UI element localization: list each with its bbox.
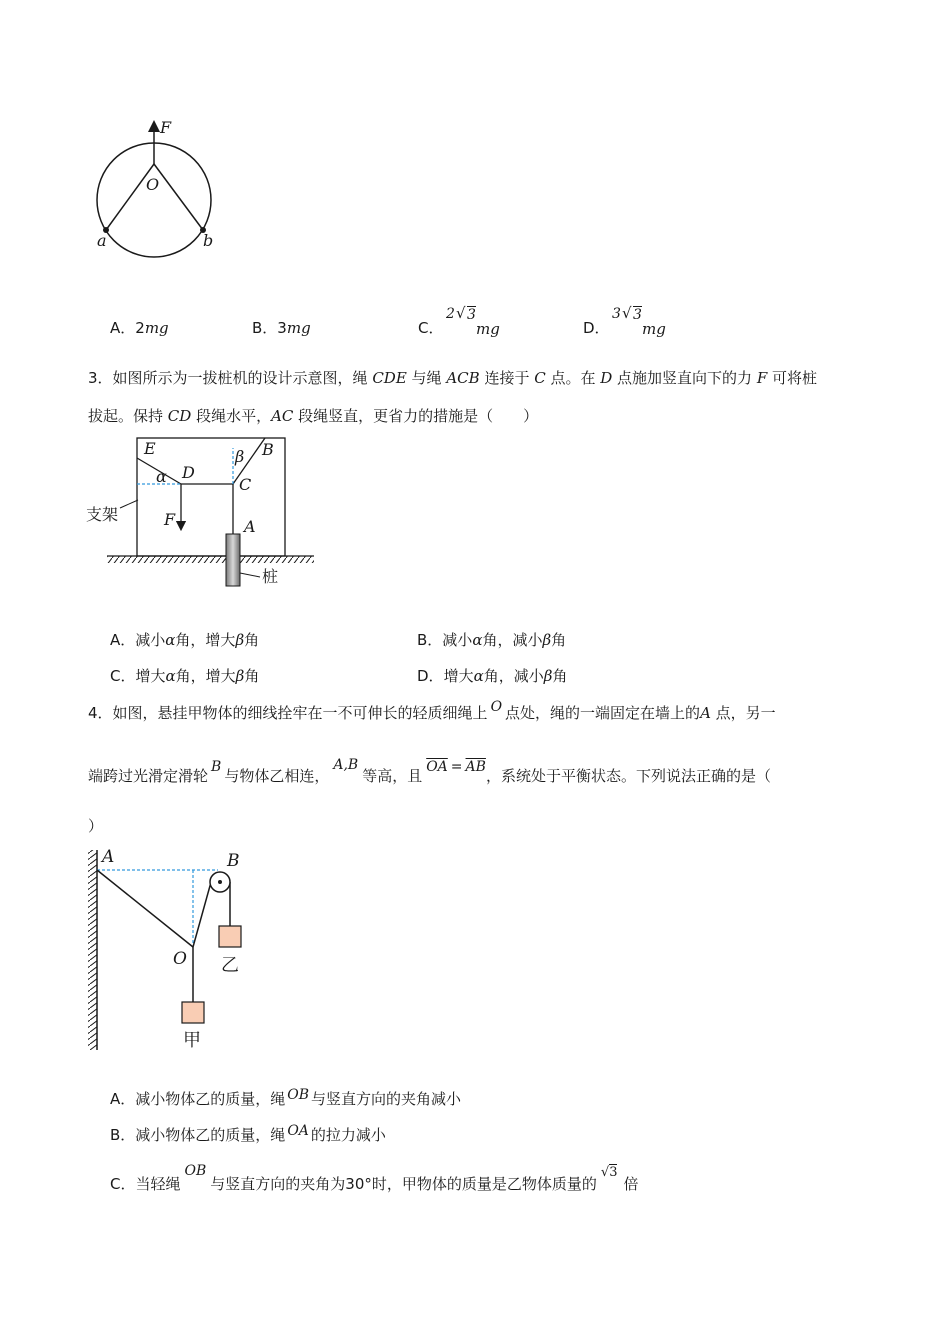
q2-option-d[interactable]: D． bbox=[583, 319, 610, 337]
label-e: E bbox=[144, 439, 156, 458]
sqrt-icon: √ bbox=[456, 304, 466, 322]
q3-option-d[interactable]: D．增大α角，减小β角 bbox=[417, 667, 568, 685]
q3-figure bbox=[82, 430, 322, 595]
mass-yi bbox=[219, 926, 241, 947]
q3-stem-line2: 拔起。保持 CD 段绳水平，AC 段绳竖直，更省力的措施是（ ） bbox=[88, 407, 539, 425]
q4-option-b[interactable]: B．减小物体乙的质量，绳 OA 的拉力减小 bbox=[110, 1123, 386, 1144]
rope-ob bbox=[154, 164, 203, 230]
label-b: B bbox=[262, 440, 274, 459]
q2-option-d-value: 3 √ 3 mg bbox=[612, 304, 666, 338]
label-o: O bbox=[173, 949, 187, 969]
q4-figure bbox=[82, 840, 262, 1055]
label-a: A bbox=[244, 517, 256, 536]
q3-option-b[interactable]: B．减小α角，减小β角 bbox=[417, 631, 567, 649]
rope-oa bbox=[106, 164, 154, 230]
label-a: A bbox=[102, 847, 115, 867]
label-beta: β bbox=[235, 447, 245, 466]
q2-option-c[interactable]: C． bbox=[418, 319, 444, 337]
mass-jia bbox=[182, 1002, 204, 1023]
rope-ao bbox=[97, 870, 193, 947]
q3-option-a[interactable]: A．减小α角，增大β角 bbox=[110, 631, 260, 649]
label-f: F bbox=[160, 118, 172, 137]
label-b: b bbox=[203, 231, 214, 250]
label-yi: 乙 bbox=[221, 955, 239, 976]
frame-leader bbox=[120, 500, 138, 508]
label-force: F bbox=[164, 510, 176, 529]
label-b: B bbox=[227, 851, 240, 871]
q2-option-c-value: 2 √ 3 mg bbox=[446, 304, 500, 338]
label-frame: 支架 bbox=[86, 505, 119, 524]
pile-leader bbox=[240, 573, 260, 577]
label-alpha: α bbox=[156, 467, 167, 486]
q4-option-c[interactable]: C．当轻绳OB与竖直方向的夹角为30°时，甲物体的质量是乙物体质量的√3倍 bbox=[110, 1163, 639, 1193]
q3-option-c[interactable]: C．增大α角，增大β角 bbox=[110, 667, 260, 685]
q2-figure bbox=[90, 110, 230, 270]
label-d: D bbox=[182, 463, 195, 482]
sqrt-icon: √ bbox=[600, 1165, 610, 1180]
label-c: C bbox=[239, 475, 252, 494]
label-pile: 桩 bbox=[262, 567, 279, 586]
ground-hatch bbox=[107, 556, 314, 563]
pulley-axle bbox=[218, 880, 222, 884]
pile bbox=[226, 534, 240, 586]
sqrt-icon: √ bbox=[622, 304, 632, 322]
q4-option-a[interactable]: A．减小物体乙的质量，绳 OB 与竖直方向的夹角减小 bbox=[110, 1087, 462, 1108]
label-a: a bbox=[97, 231, 107, 250]
q2-option-b[interactable]: B．3mg bbox=[252, 319, 311, 337]
label-jia: 甲 bbox=[183, 1030, 201, 1051]
q4-stem-line1: 4．如图，悬挂甲物体的细线拴牢在一不可伸长的轻质细绳上 O 点处，绳的一端固定在墙上的A 点，另一 bbox=[88, 699, 776, 722]
q4-stem-line2: 端跨过光滑定滑轮 B 与物体乙相连，A,B等高，且 $\overline{OA} = \overline{AB}$，系统处于平衡状态。下列说法正确的是（ bbox=[88, 757, 771, 785]
q2-option-a[interactable]: A．2mg bbox=[110, 319, 169, 337]
q3-stem-line1: 3．如图所示为一拔桩机的设计示意图，绳 CDE 与绳 ACB 连接于 C 点。在 D 点施加竖直向下的力 F 可将桩 bbox=[88, 369, 818, 387]
wall-hatch bbox=[88, 850, 97, 1050]
q4-stem-line3: ） bbox=[88, 817, 104, 835]
label-o: O bbox=[146, 175, 160, 194]
